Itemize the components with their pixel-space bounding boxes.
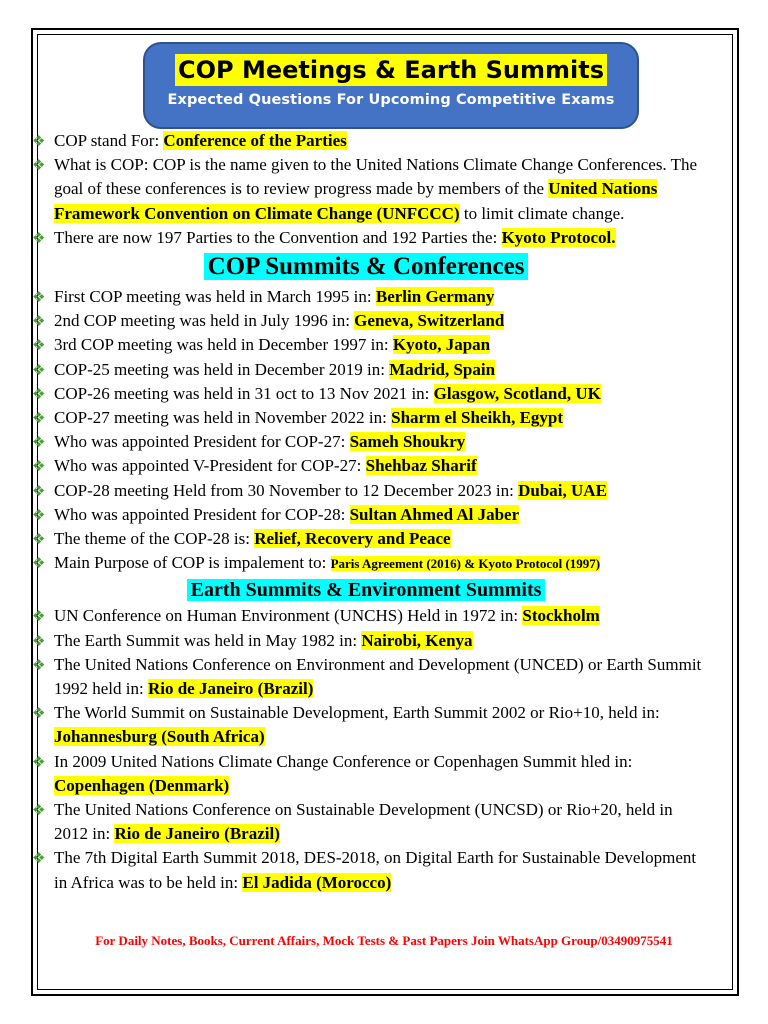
item-answer: Glasgow, Scotland, UK bbox=[433, 383, 601, 403]
diamond-bullet-icon: ❖ bbox=[32, 156, 46, 175]
item-answer: Conference of the Parties bbox=[163, 131, 347, 150]
item-text: In 2009 United Nations Climate Change Conference or Copenhagen Summit hled in: bbox=[54, 751, 633, 771]
diamond-bullet-icon: ❖ bbox=[32, 312, 46, 331]
list-item bbox=[30, 382, 702, 406]
item-answer: Shehbaz Sharif bbox=[365, 456, 477, 476]
list-item bbox=[30, 153, 702, 226]
item-text: Main Purpose of COP is impalement to: bbox=[54, 553, 331, 573]
item-text: UN Conference on Human Environment (UNCHS) Held in 1972 in: bbox=[54, 606, 523, 626]
section-title: Earth Summits & Environment Summits bbox=[187, 579, 546, 601]
list-item bbox=[30, 527, 702, 551]
list-item bbox=[30, 333, 702, 357]
item-answer: Kyoto Protocol. bbox=[501, 227, 616, 247]
item-answer: Nairobi, Kenya bbox=[361, 630, 473, 650]
item-text: COP-26 meeting was held in 31 oct to 13 Nov 2021 in: bbox=[54, 383, 434, 403]
diamond-bullet-icon: ❖ bbox=[32, 457, 46, 476]
item-answer: Paris Agreement (2016) & Kyoto Protocol (1997) bbox=[330, 556, 601, 572]
list-item bbox=[30, 653, 702, 701]
item-answer: Dubai, UAE bbox=[518, 480, 607, 500]
item-text: Who was appointed President for COP-28: bbox=[54, 504, 350, 524]
item-text: What is COP: COP is the name given to the United Nations Climate Change Conferences. The goal of these conferences is to review progress made by members of the bbox=[54, 155, 698, 199]
list-item bbox=[30, 846, 702, 894]
list-item bbox=[30, 551, 702, 576]
item-text: 2nd COP meeting was held in July 1996 in: bbox=[54, 311, 355, 331]
section-heading-earth bbox=[30, 576, 702, 604]
item-text: The United Nations Conference on Sustainable Development (UNCSD) or Rio+20, held in 2012 in: bbox=[54, 800, 673, 844]
item-text: 3rd COP meeting was held in December 1997 in: bbox=[54, 335, 393, 355]
item-text: The United Nations Conference on Environment and Development (UNCED) or Earth Summit 1992 held in: bbox=[54, 654, 702, 699]
item-answer: Sameh Shoukry bbox=[349, 432, 466, 452]
page-title: COP Meetings & Earth Summits bbox=[175, 54, 607, 86]
section-heading-cop bbox=[30, 250, 702, 283]
list-item bbox=[30, 129, 702, 153]
header-banner bbox=[143, 42, 639, 129]
item-answer: Johannesburg (South Africa) bbox=[54, 727, 265, 747]
list-item bbox=[30, 309, 702, 333]
item-text: COP-28 meeting Held from 30 November to 12 December 2023 in: bbox=[54, 480, 519, 500]
item-text: Who was appointed V-President for COP-27: bbox=[54, 456, 366, 476]
intro-list bbox=[30, 129, 702, 250]
diamond-bullet-icon: ❖ bbox=[32, 433, 46, 452]
item-text: There are now 197 Parties to the Convention and 192 Parties the: bbox=[54, 227, 502, 247]
list-item bbox=[30, 406, 702, 430]
diamond-bullet-icon: ❖ bbox=[32, 530, 46, 549]
item-text: Who was appointed President for COP-27: bbox=[54, 432, 350, 452]
list-item bbox=[30, 798, 702, 846]
diamond-bullet-icon: ❖ bbox=[32, 607, 46, 626]
diamond-bullet-icon: ❖ bbox=[32, 481, 46, 500]
item-text: First COP meeting was held in March 1995 in: bbox=[54, 287, 376, 307]
diamond-bullet-icon: ❖ bbox=[32, 360, 46, 379]
diamond-bullet-icon: ❖ bbox=[32, 336, 46, 355]
item-answer: Relief, Recovery and Peace bbox=[254, 529, 451, 549]
diamond-bullet-icon: ❖ bbox=[32, 409, 46, 428]
item-answer: Berlin Germany bbox=[375, 287, 495, 307]
list-item bbox=[30, 750, 702, 798]
item-answer: Copenhagen (Denmark) bbox=[54, 775, 230, 795]
list-item bbox=[30, 604, 702, 628]
item-text: The theme of the COP-28 is: bbox=[54, 529, 255, 549]
item-answer: El Jadida (Morocco) bbox=[242, 872, 392, 892]
diamond-bullet-icon: ❖ bbox=[32, 228, 46, 247]
list-item bbox=[30, 454, 702, 478]
list-item bbox=[30, 629, 702, 653]
list-item bbox=[30, 285, 702, 309]
item-text-tail: to limit climate change. bbox=[459, 203, 625, 223]
item-answer: Kyoto, Japan bbox=[392, 335, 491, 355]
list-item bbox=[30, 479, 702, 503]
earth-summit-list bbox=[30, 604, 702, 894]
item-answer: Madrid, Spain bbox=[389, 359, 496, 379]
item-text: COP stand For: bbox=[54, 131, 164, 150]
item-text: The World Summit on Sustainable Development, Earth Summit 2002 or Rio+10, held in: bbox=[54, 703, 660, 723]
diamond-bullet-icon: ❖ bbox=[32, 704, 46, 723]
footer-note: For Daily Notes, Books, Current Affairs, Mock Tests & Past Papers Join WhatsApp Group/03490975541 bbox=[95, 933, 673, 948]
item-answer: Sharm el Sheikh, Egypt bbox=[391, 408, 564, 428]
item-answer: Geneva, Switzerland bbox=[354, 311, 505, 331]
diamond-bullet-icon: ❖ bbox=[32, 554, 46, 573]
item-answer: Rio de Janeiro (Brazil) bbox=[147, 679, 314, 699]
list-item bbox=[30, 503, 702, 527]
item-answer: Stockholm bbox=[522, 606, 600, 626]
content bbox=[30, 129, 702, 895]
item-text: The Earth Summit was held in May 1982 in: bbox=[54, 630, 362, 650]
diamond-bullet-icon: ❖ bbox=[32, 384, 46, 403]
item-text: COP-25 meeting was held in December 2019 in: bbox=[54, 359, 390, 379]
diamond-bullet-icon: ❖ bbox=[32, 849, 46, 868]
item-text: The 7th Digital Earth Summit 2018, DES-2018, on Digital Earth for Sustainable Development in Africa was to be held in: bbox=[54, 848, 697, 892]
list-item bbox=[30, 430, 702, 454]
diamond-bullet-icon: ❖ bbox=[32, 655, 46, 674]
item-answer: Rio de Janeiro (Brazil) bbox=[114, 824, 280, 844]
item-text: COP-27 meeting was held in November 2022 in: bbox=[54, 408, 392, 428]
diamond-bullet-icon: ❖ bbox=[32, 132, 46, 150]
cop-list bbox=[30, 285, 702, 576]
list-item bbox=[30, 358, 702, 382]
diamond-bullet-icon: ❖ bbox=[32, 288, 46, 307]
item-answer: United Nations Framework Convention on Climate Change (UNFCCC) bbox=[54, 179, 658, 223]
page-subtitle: Expected Questions For Upcoming Competitive Exams bbox=[167, 92, 615, 108]
diamond-bullet-icon: ❖ bbox=[32, 801, 46, 820]
diamond-bullet-icon: ❖ bbox=[32, 505, 46, 524]
section-title: COP Summits & Conferences bbox=[204, 253, 529, 280]
item-answer: Sultan Ahmed Al Jaber bbox=[349, 504, 520, 524]
list-item bbox=[30, 701, 702, 749]
diamond-bullet-icon: ❖ bbox=[32, 631, 46, 650]
diamond-bullet-icon: ❖ bbox=[32, 752, 46, 771]
list-item bbox=[30, 226, 702, 250]
